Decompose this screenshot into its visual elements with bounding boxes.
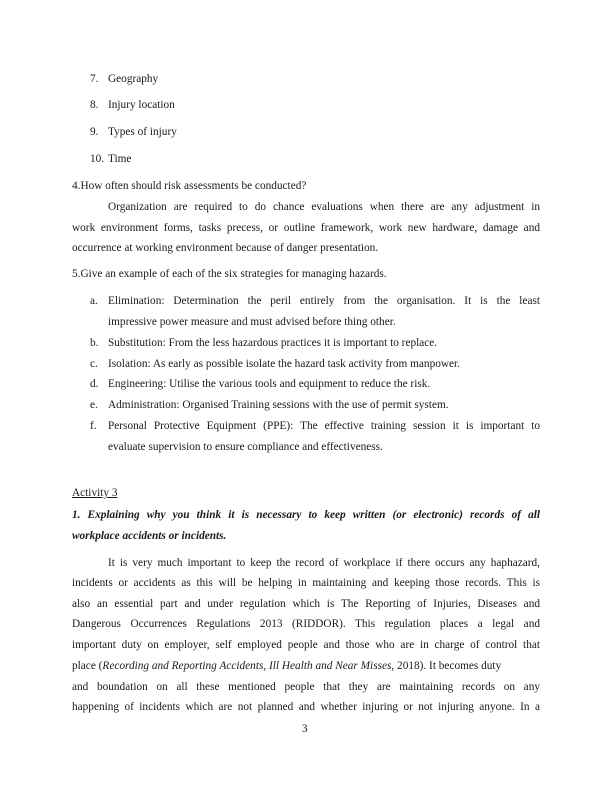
list-letter: a. — [90, 295, 98, 307]
page-number: 3 — [302, 723, 308, 735]
citation-title: Recording and Reporting Accidents, Ill Health and Near Misses — [102, 660, 392, 672]
citation-suffix: , 2018). It becomes duty — [391, 660, 502, 672]
question-5-heading: 5.Give an example of each of the six strategies for managing hazards. — [72, 268, 387, 280]
list-letter: b. — [90, 337, 99, 349]
body-line-citation — [72, 659, 540, 673]
list-item-text: Injury location — [108, 99, 175, 111]
q4-paragraph-line: Organization are required to do chance evaluations when there are any adjustment in — [108, 201, 540, 213]
list-letter: f. — [90, 420, 97, 432]
list-item-text: Geography — [108, 73, 159, 85]
activity-3-question: 1. Explaining why you think it is necessary to keep written (or electronic) records of all — [72, 509, 540, 521]
strategy-isolation: Isolation: As early as possible isolate the hazard task activity from manpower. — [108, 358, 460, 370]
strategy-substitution: Substitution: From the less hazardous practices it is important to replace. — [108, 337, 438, 349]
body-line: incidents or accidents as this will be helping in maintaining and keeping those records. This is — [72, 577, 540, 589]
strategy-ppe: Personal Protective Equipment (PPE): The effective training session it is important to — [108, 420, 540, 432]
body-line: It is very much important to keep the record of workplace if there occurs any haphazard, — [108, 557, 540, 569]
strategy-elimination-cont: impressive power measure and must advised before thing other. — [108, 316, 396, 328]
list-letter: c. — [90, 358, 98, 370]
list-letter: e. — [90, 399, 98, 411]
activity-3-title: Activity 3 — [72, 487, 118, 499]
q4-paragraph-line: occurrence at working environment because of danger presentation. — [72, 242, 379, 254]
strategy-engineering: Engineering: Utilise the various tools and equipment to reduce the risk. — [108, 378, 431, 390]
body-line: and boundation on all these mentioned people that they are maintaining records on any — [72, 681, 540, 693]
body-line: Dangerous Occurrences Regulations 2013 (RIDDOR). This regulation places a legal and — [72, 618, 540, 630]
question-4-heading: 4.How often should risk assessments be conducted? — [72, 180, 307, 192]
body-line: happening of incidents which are not planned and whether injuring or not injuring anyone. In a — [72, 701, 540, 713]
body-line: important duty on employer, self employed people and those who are in charge of control that — [72, 639, 540, 651]
list-number: 10. — [90, 153, 105, 165]
activity-3-question-cont: workplace accidents or incidents. — [72, 530, 227, 542]
list-number: 7. — [90, 73, 99, 85]
list-number: 9. — [90, 126, 99, 138]
body-line: also an essential part and under regulation which is The Reporting of Injuries, Diseases and — [72, 598, 540, 610]
strategy-ppe-cont: evaluate supervision to ensure compliance and effectiveness. — [108, 441, 383, 453]
list-item-text: Types of injury — [108, 126, 177, 138]
strategy-administration: Administration: Organised Training sessions with the use of permit system. — [108, 399, 449, 411]
list-number: 8. — [90, 99, 99, 111]
strategy-elimination: Elimination: Determination the peril entirely from the organisation. It is the least — [108, 295, 540, 307]
citation-prefix: place ( — [72, 660, 103, 672]
q4-paragraph-line: work environment forms, tasks precess, or outline framework, work new hardware, damage and — [72, 222, 540, 234]
list-item-text: Time — [108, 153, 132, 165]
list-letter: d. — [90, 378, 99, 390]
